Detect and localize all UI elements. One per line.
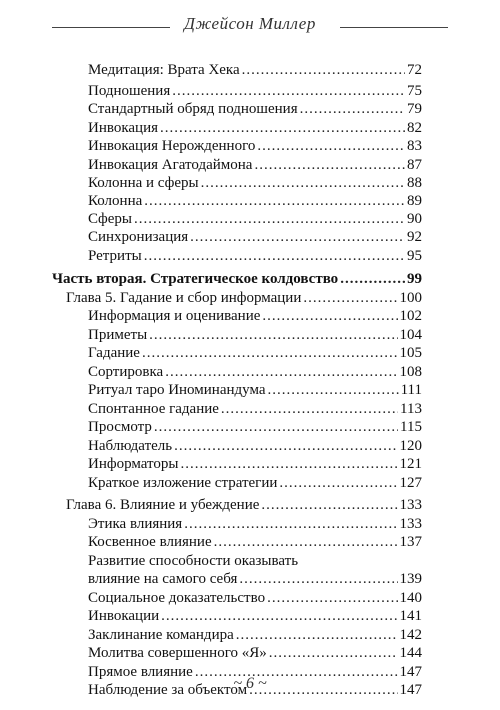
toc-entry[interactable]: Подношения ..... 75	[88, 82, 422, 100]
toc-entry[interactable]: Спонтанное гадание ..... 113	[88, 400, 422, 418]
toc-entry[interactable]: Наблюдатель ..... 120	[88, 437, 422, 455]
toc-entry[interactable]: Просмотр ..... 115	[88, 418, 422, 436]
toc-chapter[interactable]: Глава 6. Влияние и убеждение ..... 133	[66, 496, 422, 514]
toc-entry[interactable]: Информаторы ..... 121	[88, 455, 422, 473]
toc-entry[interactable]: Инвокация ..... 82	[88, 119, 422, 137]
toc-chapter[interactable]: Глава 5. Гадание и сбор информации ..... 100	[66, 289, 422, 307]
toc-entry[interactable]: Приметы ..... 104	[88, 326, 422, 344]
header-author: Джейсон Миллер	[184, 14, 316, 33]
toc-entry[interactable]: Молитва совершенного «Я» ..... 144	[88, 644, 422, 662]
toc-entry[interactable]: Инвокации ..... 141	[88, 607, 422, 625]
toc-entry[interactable]: Косвенное влияние ..... 137	[88, 533, 422, 551]
toc-entry[interactable]: Сферы ..... 90	[88, 210, 422, 228]
toc-entry[interactable]: Колонна и сферы ..... 88	[88, 174, 422, 192]
toc-entry[interactable]: Социальное доказательство ..... 140	[88, 589, 422, 607]
toc-entry[interactable]: Синхронизация ..... 92	[88, 228, 422, 246]
page-number: ~ 6 ~	[233, 675, 267, 692]
toc-entry[interactable]: Ретриты ..... 95	[88, 247, 422, 265]
toc-entry[interactable]: Колонна ..... 89	[88, 192, 422, 210]
toc-part-heading[interactable]: Часть вторая. Стратегическое колдовство ..... 99	[52, 270, 422, 288]
running-header	[52, 14, 448, 42]
toc-entry[interactable]: Сортировка ..... 108	[88, 363, 422, 381]
toc-entry[interactable]: Медитация: Врата Хека ..... 72	[88, 61, 422, 79]
toc-entry[interactable]: влияние на самого себя ..... 139	[88, 570, 422, 588]
toc-entry[interactable]: Прямое влияние ..... 147	[88, 663, 422, 681]
toc-entry[interactable]: Ритуал таро Иноминандума ..... 111	[88, 381, 422, 399]
toc-entry[interactable]: Наблюдение за объектом ..... 147	[88, 681, 422, 699]
toc-entry[interactable]: Стандартный обряд подношения ..... 79	[88, 100, 422, 118]
toc-entry[interactable]: Инвокация Нерожденного ..... 83	[88, 137, 422, 155]
toc-entry[interactable]: Этика влияния ..... 133	[88, 515, 422, 533]
toc-entry[interactable]: Гадание ..... 105	[88, 344, 422, 362]
toc-entry[interactable]: Заклинание командира ..... 142	[88, 626, 422, 644]
toc-entry[interactable]: Инвокация Агатодаймона ..... 87	[88, 156, 422, 174]
header-rule-right	[340, 27, 448, 28]
toc-entry[interactable]: Информация и оценивание ..... 102	[88, 307, 422, 325]
toc-entry[interactable]: Краткое изложение стратегии ..... 127	[88, 474, 422, 492]
toc-entry-first-line[interactable]: Развитие способности оказывать	[88, 553, 299, 569]
